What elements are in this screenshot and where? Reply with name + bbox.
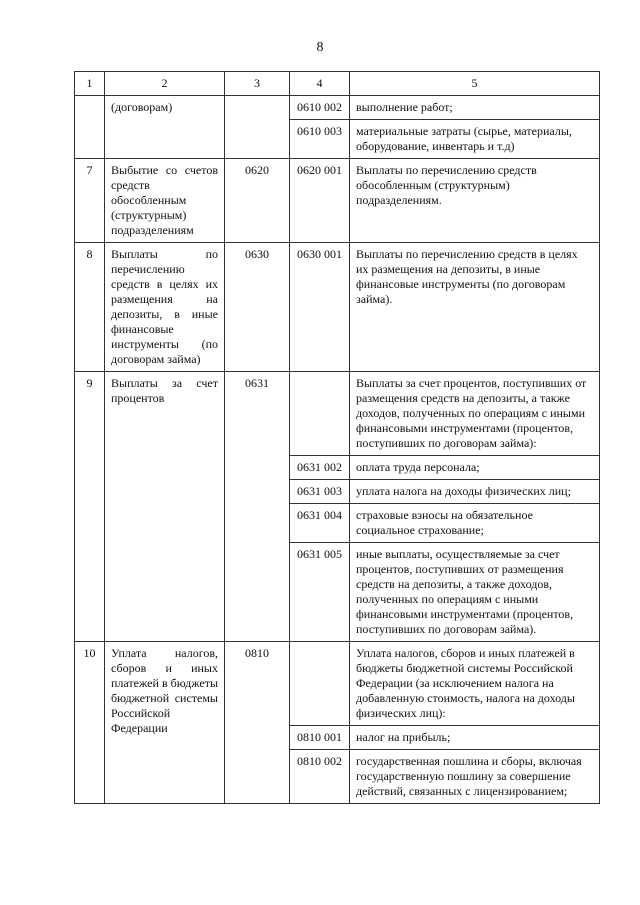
- description-cell: материальные затраты (сырье, материалы, оборудование, инвентарь и т.д): [350, 120, 600, 159]
- row-code-cell: 0620: [225, 159, 290, 243]
- sub-code-cell: 0610 002: [290, 96, 350, 120]
- row-number-cell: 9: [75, 372, 105, 642]
- table-header-row: [75, 72, 600, 96]
- table-row: [75, 372, 600, 456]
- row-name-cell: Выбытие со счетов средств обособленным (структурным) подразделениям: [105, 159, 225, 243]
- row-code-cell: 0630: [225, 243, 290, 372]
- sub-code-cell: 0810 002: [290, 750, 350, 804]
- sub-code-cell: 0631 005: [290, 543, 350, 642]
- sub-code-cell: 0630 001: [290, 243, 350, 372]
- row-name-cell: Выплаты по перечислению средств в целях их размещения на депозиты, в иные финансовые инструменты (по договорам займа): [105, 243, 225, 372]
- description-cell: Выплаты по перечислению средств в целях их размещения на депозиты, в иные финансовые инструменты (по договорам займа).: [350, 243, 600, 372]
- row-code-cell: 0631: [225, 372, 290, 642]
- description-cell: уплата налога на доходы физических лиц;: [350, 480, 600, 504]
- description-cell: Выплаты по перечислению средств обособленным (структурным) подразделениям.: [350, 159, 600, 243]
- sub-code-cell: 0631 003: [290, 480, 350, 504]
- header-cell: 3: [225, 72, 290, 96]
- row-number-cell: [75, 96, 105, 159]
- row-name-cell: Уплата налогов, сборов и иных платежей в бюджеты бюджетной системы Российской Федерации: [105, 642, 225, 804]
- header-cell: 4: [290, 72, 350, 96]
- row-number-cell: 8: [75, 243, 105, 372]
- description-cell: государственная пошлина и сборы, включая государственную пошлину за совершение действий, связанных с лицензированием;: [350, 750, 600, 804]
- sub-code-cell: [290, 642, 350, 726]
- sub-code-cell: 0810 001: [290, 726, 350, 750]
- description-cell: выполнение работ;: [350, 96, 600, 120]
- description-cell: оплата труда персонала;: [350, 456, 600, 480]
- row-name-cell: Выплаты за счет процентов: [105, 372, 225, 642]
- header-cell: 2: [105, 72, 225, 96]
- header-cell: 1: [75, 72, 105, 96]
- description-cell: Уплата налогов, сборов и иных платежей в бюджеты бюджетной системы Российской Федерации (за исключением налога на добавленную стоимость, налога на доходы физических лиц):: [350, 642, 600, 726]
- description-cell: Выплаты за счет процентов, поступивших от размещения средств на депозиты, а также доходов, полученных по операциям с иными финансовыми инструментами (процентов, поступивших по договорам займа):: [350, 372, 600, 456]
- page-number: 8: [316, 40, 324, 55]
- row-code-cell: 0810: [225, 642, 290, 804]
- row-code-cell: [225, 96, 290, 159]
- sub-code-cell: [290, 372, 350, 456]
- sub-code-cell: 0631 002: [290, 456, 350, 480]
- sub-code-cell: 0610 003: [290, 120, 350, 159]
- table-row: [75, 642, 600, 726]
- classification-table: [74, 71, 600, 804]
- table-row: [75, 243, 600, 372]
- description-cell: страховые взносы на обязательное социальное страхование;: [350, 504, 600, 543]
- header-cell: 5: [350, 72, 600, 96]
- description-cell: иные выплаты, осуществляемые за счет процентов, поступивших от размещения средств на депозиты, а также доходов, полученных по операциям с иными финансовыми инструментами (процентов, поступивших по договорам займа).: [350, 543, 600, 642]
- table-row: [75, 96, 600, 120]
- description-cell: налог на прибыль;: [350, 726, 600, 750]
- row-number-cell: 10: [75, 642, 105, 804]
- row-name-cell: (договорам): [105, 96, 225, 159]
- table-row: [75, 159, 600, 243]
- sub-code-cell: 0620 001: [290, 159, 350, 243]
- sub-code-cell: 0631 004: [290, 504, 350, 543]
- row-number-cell: 7: [75, 159, 105, 243]
